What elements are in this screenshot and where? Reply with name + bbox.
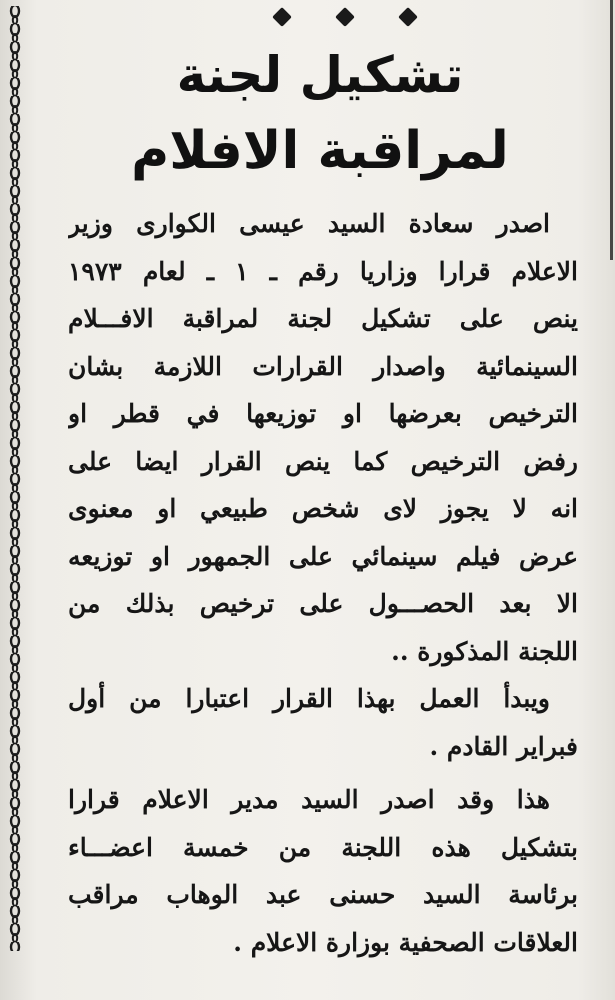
article-line: عرض فيلم سينمائي على الجمهور او توزيعه [68,541,578,571]
article-line: ينص على تشكيل لجنة لمراقبة الافـــلام [68,304,578,333]
article-line: اصدر سعادة السيد عيسى الكوارى وزير [68,209,550,238]
article-body [68,200,578,966]
diamond-ornament-icon [335,7,355,27]
diamond-ornament-icon [398,7,418,27]
headline-line-2: لمراقبة الافلام [131,121,509,181]
chain-border-ornament [4,6,26,951]
article-line: انه لا يجوز لاى شخص طبيعي او معنوى [68,494,578,523]
article-line: بتشكيل هذه اللجنة من خمسة اعضـــاء [68,832,578,862]
article-line: فبراير القادم . [429,731,578,761]
article-line: رفض الترخيص كما ينص القرار ايضا على [68,446,578,476]
article-line: اللجنة المذكورة .. [391,636,578,666]
article-line: الا بعد الحصـــول على ترخيص بذلك من [68,589,578,618]
headline-line-1: تشكيل لجنة [176,46,464,104]
section-divider-dots [275,2,415,32]
article-line: هذا وقد اصدر السيد مدير الاعلام قرارا [68,785,550,814]
column-rule [610,0,613,260]
article-line: ويبدأ العمل بهذا القرار اعتبارا من أول [68,684,550,713]
article-line: الاعلام قرارا وزاريا رقم ـ ١ ـ لعام ١٩٧٣ [68,256,578,286]
diamond-ornament-icon [272,7,292,27]
article-line: السينمائية واصدار القرارات اللازمة بشان [68,351,578,381]
article-line: العلاقات الصحفية بوزارة الاعلام . [233,927,578,957]
article-line: برئاسة السيد حسنى عبد الوهاب مراقب [68,880,578,909]
article-line: الترخيص بعرضها او توزيعها في قطر او [68,399,578,428]
